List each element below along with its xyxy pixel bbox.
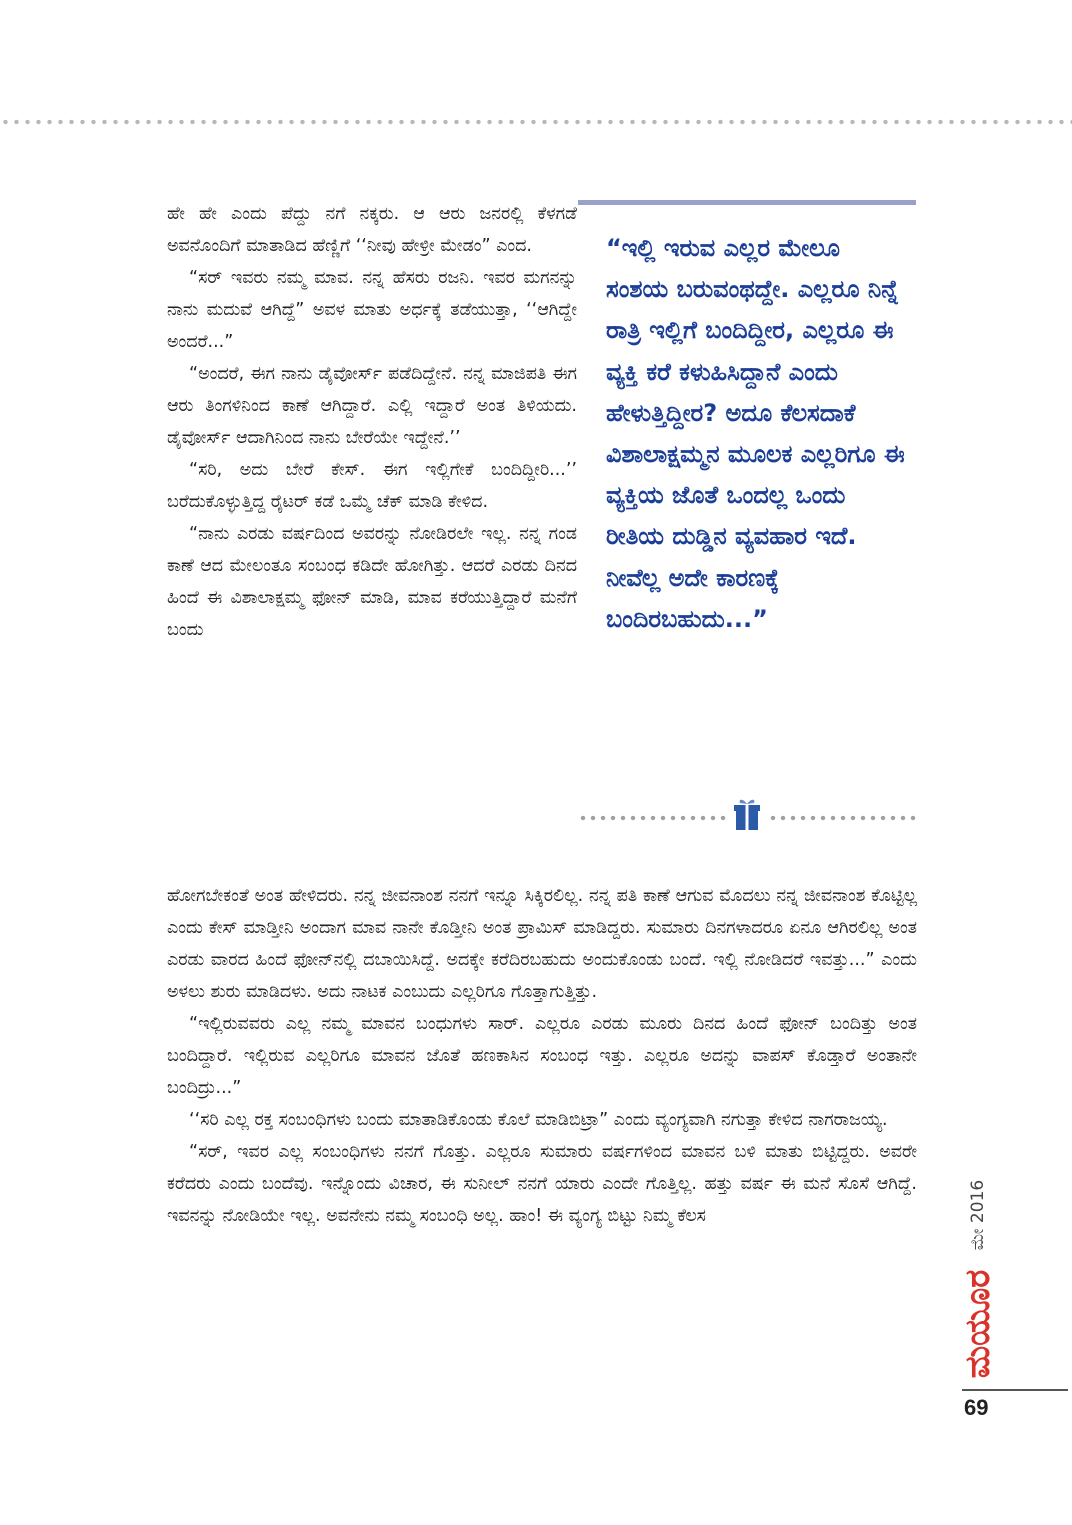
paragraph: “ಅಂದರೆ, ಈಗ ನಾನು ಡೈವೋರ್ಸ್ ಪಡೆದಿದ್ದೇನೆ. ನನ್ನ ಮಾಜಿಪತಿ ಈಗ ಆರು ತಿಂಗಳಿನಿಂದ ಕಾಣೆ ಆಗಿದ್ದಾರೆ. ಎಲ್ಲಿ ಇದ್ದಾರೆ ಅಂತ ತಿಳಿಯದು. ಡೈವೋರ್ಸ್ ಆದಾಗಿನಿಂದ ನಾನು ಬೇರೆಯೇ ಇದ್ದೇನೆ.’’ — [167, 364, 577, 448]
issue-date-text: ಮೇ 2016 — [968, 1179, 988, 1251]
paragraph: ‘‘ಸರಿ ಎಲ್ಲ ರಕ್ತ ಸಂಬಂಧಿಗಳು ಬಂದು ಮಾತಾಡಿಕೊಂಡು ಕೊಲೆ ಮಾಡಿಬಿಟ್ರಾ” ಎಂದು ವ್ಯಂಗ್ಯವಾಗಿ ನಗುತ್ತಾ ಕೇಳಿದ ನಾಗರಾಜಯ್ಯ. — [189, 1110, 888, 1130]
page-number: 69 — [964, 1395, 989, 1420]
paragraph: “ಇಲ್ಲಿರುವವರು ಎಲ್ಲ ನಮ್ಮ ಮಾವನ ಬಂಧುಗಳು ಸಾರ್. ಎಲ್ಲರೂ ಎರಡು ಮೂರು ದಿನದ ಹಿಂದೆ ಫೋನ್ ಬಂದಿತ್ತು ಅಂತ ಬಂದಿದ್ದಾರೆ. ಇಲ್ಲಿರುವ ಎಲ್ಲರಿಗೂ ಮಾವನ ಜೊತೆ ಹಣಕಾಸಿನ ಸಂಬಂಧ ಇತ್ತು. ಎಲ್ಲರೂ ಅದನ್ನು ವಾಪಸ್ ಕೊಡ್ತಾರೆ ಅಂತಾನೇ ಬಂದಿದ್ರು...” — [167, 1014, 917, 1098]
gift-icon — [732, 795, 762, 831]
magazine-logo-text: ಮಯೂರ — [958, 1269, 998, 1379]
magazine-logo — [950, 1268, 1006, 1380]
paragraph: ಹೇ ಹೇ ಎಂದು ಪೆದ್ದು ನಗೆ ನಕ್ಕರು. ಆ ಆರು ಜನರಲ್ಲಿ ಕೆಳಗಡೆ ಅವನೊಂದಿಗೆ ಮಾತಾಡಿದ ಹೆಣ್ಣಿಗೆ ‘‘ನೀವು ಹೇಳ್ರೀ ಮೇಡಂ” ಎಂದ. — [167, 204, 577, 256]
left-column-text — [167, 198, 577, 646]
pull-quote: “ಇಲ್ಲಿ ಇರುವ ಎಲ್ಲರ ಮೇಲೂ ಸಂಶಯ ಬರುವಂಥದ್ದೇ. ಎಲ್ಲರೂ ನಿನ್ನೆ ರಾತ್ರಿ ಇಲ್ಲಿಗೆ ಬಂದಿದ್ದೀರ, ಎಲ್ಲರೂ ಈ ವ್ಯಕ್ತಿ ಕರೆ ಕಳುಹಿಸಿದ್ದಾನೆ ಎಂದು ಹೇಳುತ್ತಿದ್ದೀರ? ಅದೂ ಕೆಲಸದಾಕೆ ವಿಶಾಲಾಕ್ಷಮ್ಮನ ಮೂಲಕ ಎಲ್ಲರಿಗೂ ಈ ವ್ಯಕ್ತಿಯ ಜೊತೆ ಒಂದಲ್ಲ ಒಂದು ರೀತಿಯ ದುಡ್ಡಿನ ವ್ಯವಹಾರ ಇದೆ. ನೀವೆಲ್ಲ ಅದೇ ಕಾರಣಕ್ಕೆ ಬಂದಿರಬಹುದು...” — [606, 234, 905, 633]
full-width-text — [167, 880, 917, 1232]
paragraph: ಹೋಗಬೇಕಂತೆ ಅಂತ ಹೇಳಿದರು. ನನ್ನ ಜೀವನಾಂಶ ನನಗೆ ಇನ್ನೂ ಸಿಕ್ಕಿರಲಿಲ್ಲ. ನನ್ನ ಪತಿ ಕಾಣೆ ಆಗುವ ಮೊದಲು ನನ್ನ ಜೀವನಾಂಶ ಕೊಟ್ಟಿಲ್ಲ ಎಂದು ಕೇಸ್ ಮಾಡ್ತೀನಿ ಅಂದಾಗ ಮಾವ ನಾನೇ ಕೊಡ್ತೀನಿ ಅಂತ ಪ್ರಾಮಿಸ್ ಮಾಡಿದ್ದರು. ಸುಮಾರು ದಿನಗಳಾದರೂ ಏನೂ ಆಗಿರಲಿಲ್ಲ ಅಂತ ಎರಡು ವಾರದ ಹಿಂದೆ ಫೋನ್‌ನಲ್ಲಿ ದಬಾಯಿಸಿದ್ದೆ. ಅದಕ್ಕೇ ಕರೆದಿರಬಹುದು ಅಂದುಕೊಂಡು ಬಂದೆ. ಇಲ್ಲಿ ನೋಡಿದರೆ ಇವತ್ತು...” ಎಂದು ಅಳಲು ಶುರು ಮಾಡಿದಳು. ಅದು ನಾಟಕ ಎಂಬುದು ಎಲ್ಲರಿಗೂ ಗೊತ್ತಾಗುತ್ತಿತ್ತು. — [167, 886, 917, 1002]
section-divider-right — [768, 814, 918, 822]
paragraph: “ಸರ್ ಇವರು ನಮ್ಮ ಮಾವ. ನನ್ನ ಹೆಸರು ರಜನಿ. ಇವರ ಮಗನನ್ನು ನಾನು ಮದುವೆ ಆಗಿದ್ದೆ” ಅವಳ ಮಾತು ಅರ್ಧಕ್ಕೆ ತಡೆಯುತ್ತಾ, ‘‘ಆಗಿದ್ದೇ ಅಂದರೆ...” — [167, 268, 577, 352]
paragraph: “ಸರಿ, ಅದು ಬೇರೆ ಕೇಸ್. ಈಗ ಇಲ್ಲಿಗೇಕೆ ಬಂದಿದ್ದೀರಿ...’’ ಬರೆದುಕೊಳ್ಳುತ್ತಿದ್ದ ರೈಟರ್ ಕಡೆ ಒಮ್ಮೆ ಚೆಕ್ ಮಾಡಿ ಕೇಳಿದ. — [167, 460, 577, 512]
pull-quote-top-rule — [578, 200, 916, 205]
issue-date — [958, 1170, 998, 1260]
paragraph: “ಸರ್, ಇವರ ಎಲ್ಲ ಸಂಬಂಧಿಗಳು ನನಗೆ ಗೊತ್ತು. ಎಲ್ಲರೂ ಸುಮಾರು ವರ್ಷಗಳಿಂದ ಮಾವನ ಬಳಿ ಮಾತು ಬಿಟ್ಟಿದ್ದರು. ಅವರೇ ಕರೆದರು ಎಂದು ಬಂದೆವು. ಇನ್ನೊಂದು ವಿಚಾರ, ಈ ಸುನೀಲ್ ನನಗೆ ಯಾರು ಎಂದೇ ಗೊತ್ತಿಲ್ಲ. ಹತ್ತು ವರ್ಷ ಈ ಮನೆ ಸೊಸೆ ಆಗಿದ್ದೆ. ಇವನನ್ನು ನೋಡಿಯೇ ಇಲ್ಲ. ಅವನೇನು ನಮ್ಮ ಸಂಬಂಧಿ ಅಲ್ಲ. ಹಾಂ! ಈ ವ್ಯಂಗ್ಯ ಬಿಟ್ಟು ನಿಮ್ಮ ಕೆಲಸ — [167, 1142, 917, 1226]
paragraph: “ನಾನು ಎರಡು ವರ್ಷದಿಂದ ಅವರನ್ನು ನೋಡಿರಲೇ ಇಲ್ಲ. ನನ್ನ ಗಂಡ ಕಾಣೆ ಆದ ಮೇಲಂತೂ ಸಂಬಂಧ ಕಡಿದೇ ಹೋಗಿತ್ತು. ಆದರೆ ಎರಡು ದಿನದ ಹಿಂದೆ ಈ ವಿಶಾಲಾಕ್ಷಮ್ಮ ಫೋನ್ ಮಾಡಿ, ಮಾವ ಕರೆಯುತ್ತಿದ್ದಾರೆ ಮನೆಗೆ ಬಂದು — [167, 524, 577, 640]
section-divider-left — [578, 814, 728, 822]
page-number-rule — [962, 1389, 1068, 1391]
top-dotted-border — [0, 118, 1072, 126]
